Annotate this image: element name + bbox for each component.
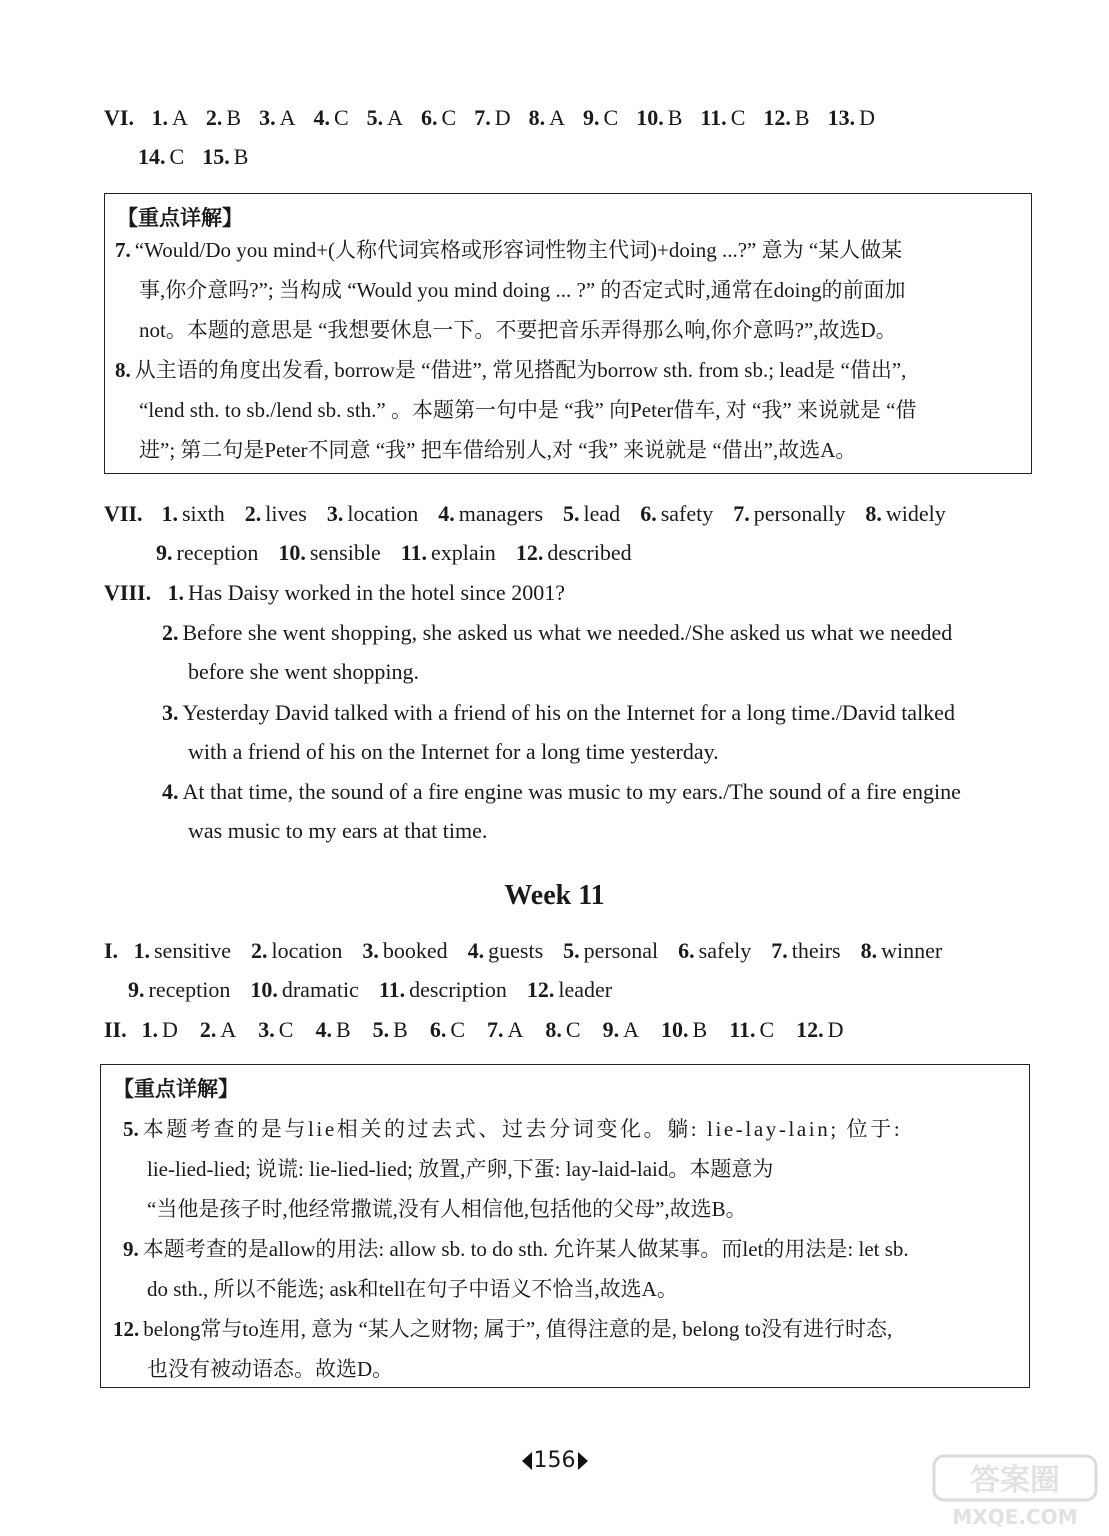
note-item [123,1229,909,1269]
note-text: “lend sth. to sb./lend sb. sth.” 。本题第一句中是 “我” 向Peter借车, 对 “我” 来说就是 “借 [139,398,917,422]
answer-item [763,104,809,132]
answer-item [156,539,258,567]
answer-item [313,104,348,132]
note-text: lie-lied-lied; 说谎: lie-lied-lied; 放置,产卵,下蛋: lay-laid-laid。本题意为 [147,1157,774,1181]
section-vii-line1 [104,500,966,528]
item-number: 11. [729,1017,756,1042]
note-number: 5. [123,1117,139,1141]
answer-item [828,104,875,132]
item-number: 11. [378,977,406,1002]
item-number: 4. [315,1017,332,1042]
answer-item [278,539,380,567]
page-number-text: 156 [533,1448,576,1473]
note-text: 本题考查的是与lie相关的过去式、过去分词变化。躺: lie-lay-lain; 位于: [142,1117,903,1141]
answer-item [379,976,507,1004]
item-answer: lives [265,501,307,526]
week-section-ii [104,1016,866,1044]
item-number: 8. [545,1017,562,1042]
item-answer: reception [176,540,259,565]
answer-item [583,104,618,132]
answer-list [156,540,652,565]
answer-list [152,105,893,130]
item-answer: described [547,540,632,565]
answer-sentence: before she went shopping. [188,659,419,684]
item-number: 7. [474,105,491,130]
answer-list [134,938,963,963]
answer-item [771,937,840,965]
note-text: 事,你介意吗?”; 当构成 “Would you mind doing ... ?” 的否定式时,通常在doing的前面加 [139,278,906,302]
item-answer: lead [583,501,621,526]
item-number: 4. [438,501,455,526]
item-number: 8. [865,501,882,526]
item-number: 12. [515,540,544,565]
item-number: 3. [362,938,379,963]
answer-sentence: Before she went shopping, she asked us what we needed./She asked us what we needed [182,620,953,645]
note-number: 8. [115,358,131,382]
item-answer: B [335,1017,351,1042]
answer-item [202,143,248,171]
item-answer: B [692,1017,708,1042]
item-number: 2. [199,1017,217,1042]
section-viii-item3 [162,699,955,727]
answer-item [315,1016,350,1044]
answer-item [636,104,682,132]
item-number: 13. [827,105,856,130]
answer-item [200,1016,236,1044]
answer-sentence: At that time, the sound of a fire engine was music to my ears./The sound of a fire engine [182,779,961,804]
item-number: 3. [326,501,344,526]
item-number: 8. [860,938,878,963]
item-answer: C [333,105,349,130]
note-item [115,230,902,270]
item-answer: explain [431,540,496,565]
note-item [123,1109,902,1149]
note-item [113,1309,892,1349]
answer-item [700,104,745,132]
answer-item [250,976,358,1004]
answer-item [142,1016,178,1044]
item-number: 5. [563,938,580,963]
answer-item [487,1016,523,1044]
answer-item [438,500,543,528]
answer-item [327,500,418,528]
answer-item [529,104,565,132]
note-number: 7. [115,238,131,262]
item-answer: dramatic [281,977,359,1002]
item-number: 10. [278,540,306,565]
answer-item [733,500,845,528]
note-text: 也没有被动语态。故选D。 [147,1357,394,1381]
item-answer: A [507,1017,524,1042]
item-number: 10. [661,1017,689,1042]
answer-item [421,104,456,132]
item-answer: D [827,1017,844,1042]
watermark-logo-icon [930,1450,1100,1530]
item-answer: D [162,1017,178,1042]
answer-item [128,976,230,1004]
section-label: I. [104,938,119,963]
item-answer: booked [382,938,448,963]
item-number: 12. [763,105,791,130]
explanation-box [100,1064,1030,1388]
item-number: 10. [250,977,278,1002]
item-number: 6. [429,1017,447,1042]
item-answer: safety [660,501,714,526]
left-arrow-icon [522,1452,532,1470]
answer-item [640,500,713,528]
answer-item [401,539,496,567]
section-viii-item1 [104,579,565,607]
answer-sentence: with a friend of his on the Internet for a long time yesterday. [188,739,719,764]
answer-sentence: Has Daisy worked in the hotel since 2001? [188,580,565,605]
item-number: 1. [167,580,184,605]
item-number: 8. [528,105,546,130]
item-answer: C [169,144,185,169]
item-answer: guests [488,938,544,963]
item-answer: A [279,105,296,130]
item-number: 2. [244,501,262,526]
item-number: 6. [640,501,657,526]
answer-item [563,500,620,528]
item-number: 6. [678,938,695,963]
section-viii-item2 [162,619,952,647]
item-answer: sensible [309,540,381,565]
item-number: 6. [421,105,438,130]
note-text: not。本题的意思是 “我想要休息一下。不要把音乐弄得那么响,你介意吗?”,故选D。 [139,318,897,342]
item-answer: leader [558,977,613,1002]
item-number: 4. [313,105,330,130]
item-answer: description [409,977,507,1002]
item-number: 4. [162,779,179,804]
item-number: 1. [141,1017,158,1042]
note-text: do sth., 所以不能选; ask和tell在句子中语义不恰当,故选A。 [147,1277,678,1301]
section-label: VIII. [104,580,152,605]
svg-text:答案圈: 答案圈 [970,1463,1060,1498]
item-answer: safely [698,938,752,963]
section-label: VII. [104,501,143,526]
item-number: 3. [162,700,179,725]
item-answer: B [667,105,683,130]
item-number: 9. [602,1017,620,1042]
note-text: “Would/Do you mind+(人称代词宾格或形容词性物主代词)+doing ...?” 意为 “某人做某 [134,238,903,262]
item-answer: C [278,1017,294,1042]
item-number: 10. [636,105,664,130]
item-number: 9. [583,105,600,130]
answer-item [367,104,403,132]
answer-item [678,937,751,965]
item-answer: D [494,105,511,130]
item-number: 12. [796,1017,824,1042]
item-number: 1. [133,938,150,963]
answer-item [162,500,225,528]
answer-item [563,937,658,965]
answer-item [152,104,188,132]
item-answer: C [450,1017,466,1042]
answer-item [468,937,544,965]
item-number: 9. [128,977,145,1002]
answer-item [661,1016,707,1044]
item-answer: B [794,105,810,130]
item-answer: reception [148,977,231,1002]
item-answer: A [623,1017,639,1042]
item-answer: sixth [182,501,225,526]
item-number: 9. [156,540,173,565]
answer-list [162,501,966,526]
item-number: 5. [372,1017,390,1042]
item-number: 5. [366,105,384,130]
item-answer: B [233,144,249,169]
answer-item [865,500,945,528]
explanation-box [104,193,1032,474]
item-number: 12. [526,977,555,1002]
answer-item [373,1016,408,1044]
item-answer: widely [885,501,946,526]
item-answer: location [347,501,419,526]
item-answer: B [226,105,242,130]
item-answer: managers [458,501,544,526]
answer-item [245,500,307,528]
section-vi-line2 [138,143,266,171]
item-answer: C [565,1017,581,1042]
item-number: 11. [400,540,428,565]
item-number: 3. [259,105,276,130]
item-number: 7. [487,1017,504,1042]
item-answer: location [271,938,343,963]
answer-item [516,539,632,567]
note-number: 12. [113,1317,140,1341]
item-answer: theirs [791,938,841,963]
answer-item [251,937,342,965]
item-number: 2. [205,105,223,130]
answer-item [258,1016,293,1044]
item-answer: A [387,105,404,130]
item-number: 7. [733,501,750,526]
answer-item [729,1016,774,1044]
item-answer: A [220,1017,237,1042]
answer-list [142,1017,866,1042]
item-answer: personal [583,938,659,963]
svg-text:MXQE.COM: MXQE.COM [952,1505,1078,1529]
answer-item [259,104,295,132]
note-number: 9. [123,1237,139,1261]
week-section-i-line1 [104,937,962,965]
item-answer: C [730,105,746,130]
item-answer: C [759,1017,775,1042]
answer-list [138,144,266,169]
answer-item [362,937,447,965]
section-viii-item4 [162,778,961,806]
item-answer: C [441,105,457,130]
answer-item [134,937,232,965]
answer-item [430,1016,465,1044]
item-answer: D [859,105,875,130]
answer-item [545,1016,580,1044]
item-number: 1. [151,105,168,130]
item-number: 1. [161,501,178,526]
item-number: 4. [467,938,485,963]
answer-item [527,976,612,1004]
section-vi-line1 [104,104,893,132]
item-number: 5. [563,501,580,526]
answer-item [603,1016,639,1044]
item-number: 14. [138,144,166,169]
answer-list [128,977,632,1002]
answer-item [796,1016,843,1044]
note-text: 进”; 第二句是Peter不同意 “我” 把车借给别人,对 “我” 来说就是 “借出”,故选A。 [139,438,857,462]
note-text: “当他是孩子时,他经常撒谎,没有人相信他,包括他的父母”,故选B。 [147,1197,747,1221]
item-answer: C [603,105,619,130]
note-text: 从主语的角度出发看, borrow是 “借进”, 常见搭配为borrow sth. from sb.; lead是 “借出”, [134,358,907,382]
note-text: belong常与to连用, 意为 “某人之财物; 属于”, 值得注意的是, belong to没有进行时态, [143,1317,893,1341]
answer-item [206,104,241,132]
answer-item [138,143,184,171]
answer-item [861,937,943,965]
item-number: 2. [251,938,268,963]
section-vii-line2 [156,539,652,567]
item-number: 15. [202,144,230,169]
box-title: 【重点详解】 [113,1077,239,1101]
section-label: II. [104,1017,127,1042]
item-number: 2. [162,620,179,645]
item-answer: winner [881,938,943,963]
week-section-i-line2 [128,976,632,1004]
item-answer: A [172,105,188,130]
answer-item [474,104,510,132]
item-answer: sensitive [154,938,231,963]
week-heading: Week 11 [504,880,605,911]
item-answer: B [393,1017,408,1042]
note-text: 本题考查的是allow的用法: allow sb. to do sth. 允许某人做某事。而let的用法是: let sb. [142,1237,909,1261]
answer-sentence: Yesterday David talked with a friend of his on the Internet for a long time./David talked [182,700,955,725]
section-label: VI. [104,105,134,130]
item-number: 3. [258,1017,275,1042]
box-title: 【重点详解】 [117,206,243,230]
item-answer: A [549,105,566,130]
note-item [115,350,906,390]
item-number: 7. [771,938,788,963]
item-answer: personally [753,501,846,526]
answer-sentence: was music to my ears at that time. [188,818,488,843]
item-number: 11. [700,105,727,130]
right-arrow-icon [578,1452,588,1470]
